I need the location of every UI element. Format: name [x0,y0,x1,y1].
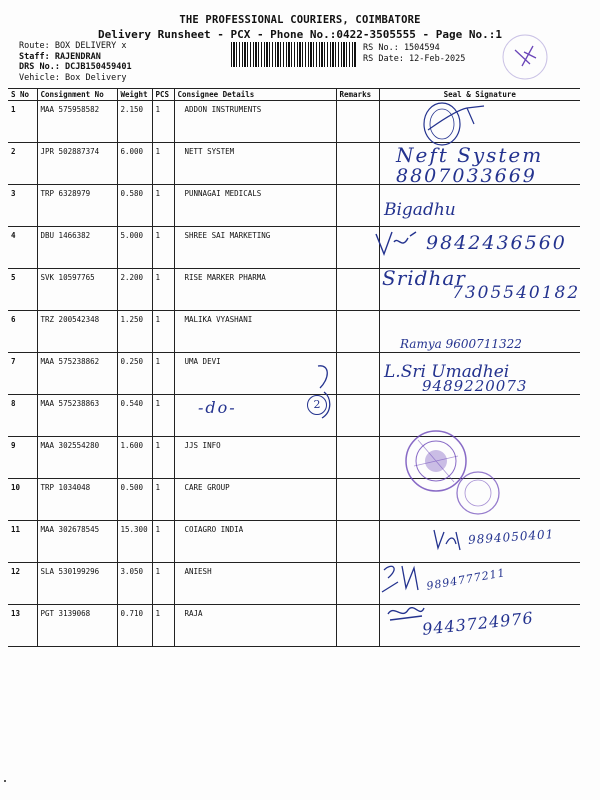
row7-name-handwritten: L.Sri Umadhei [384,362,510,382]
pcs-cell: 1 [152,311,174,353]
consignment-cell: TRZ 200542348 [37,311,117,353]
consignee-cell: ANIESH [174,563,336,605]
weight-cell: 15.300 [117,521,152,563]
consignment-cell: SLA 530199296 [37,563,117,605]
consignee-cell: UMA DEVI [174,353,336,395]
consignee-cell: PUNNAGAI MEDICALS [174,185,336,227]
consignment-cell: SVK 10597765 [37,269,117,311]
column-header: Weight [117,89,152,101]
sno-cell: 6 [8,311,37,353]
row3-signature-handwritten: Bigadhu [384,200,456,220]
consignee-cell: RISE MARKER PHARMA [174,269,336,311]
weight-cell: 0.710 [117,605,152,647]
row11-signature [430,526,470,554]
consignment-cell: TRP 6328979 [37,185,117,227]
consignee-cell: ADDON INSTRUMENTS [174,101,336,143]
table-row [8,395,580,437]
sno-cell: 13 [8,605,37,647]
row7-phone-handwritten: 9489220073 [422,377,528,395]
consignee-cell: SHREE SAI MARKETING [174,227,336,269]
column-header: Consignee Details [174,89,336,101]
remarks-cell [336,101,379,143]
weight-cell: 1.250 [117,311,152,353]
remarks-cell [336,395,379,437]
sno-cell: 11 [8,521,37,563]
row5-name-handwritten: Sridhar [382,266,466,290]
sno-cell: 10 [8,479,37,521]
pcs-cell: 1 [152,521,174,563]
table-header-row [8,89,580,101]
weight-cell: 0.500 [117,479,152,521]
pcs-cell: 1 [152,269,174,311]
pcs-cell: 1 [152,227,174,269]
sno-cell: 7 [8,353,37,395]
header-right-block [363,43,465,64]
sno-cell: 9 [8,437,37,479]
company-seal-second [448,468,518,518]
row8-ditto-handwritten: -do- [198,398,237,417]
consignee-cell: MALIKA VYASHANI [174,311,336,353]
sno-cell: 3 [8,185,37,227]
weight-cell: 3.050 [117,563,152,605]
row4-phone-handwritten: 9842436560 [426,232,567,254]
weight-cell: 0.580 [117,185,152,227]
column-header: Consignment No [37,89,117,101]
row8-circled-number: 2 [307,395,327,415]
remarks-cell [336,143,379,185]
sno-cell: 1 [8,101,37,143]
staff-text: Staff: RAJENDRAN [19,51,101,62]
pcs-cell: 1 [152,143,174,185]
pcs-cell: 1 [152,101,174,143]
remarks-cell [336,479,379,521]
row6-note-handwritten: Ramya 9600711322 [400,337,522,351]
sno-cell: 2 [8,143,37,185]
barcode [231,42,356,67]
rs-date: RS Date: 12-Feb-2025 [363,53,466,64]
consignee-cell: NETT SYSTEM [174,143,336,185]
row2-name-handwritten: Neft System [396,143,544,167]
row2-phone-handwritten: 8807033669 [396,165,537,187]
weight-cell: 2.200 [117,269,152,311]
row13-phone-handwritten: 9443724976 [421,608,535,639]
row5-phone-handwritten: 7305540182 [452,283,581,303]
pcs-cell: 1 [152,437,174,479]
row4-signature [372,228,432,258]
consignment-cell: MAA 302554280 [37,437,117,479]
consignment-cell: PGT 3139068 [37,605,117,647]
row11-phone-handwritten: 9894050401 [467,527,555,547]
weight-cell: 1.600 [117,437,152,479]
remarks-cell [336,311,379,353]
remarks-cell [336,437,379,479]
weight-cell: 0.540 [117,395,152,437]
column-header: Remarks [336,89,379,101]
consignee-cell: COIAGRO INDIA [174,521,336,563]
consignee-cell: RAJA [174,605,336,647]
consignment-cell: JPR 502887374 [37,143,117,185]
weight-cell: 2.150 [117,101,152,143]
consignment-cell: MAA 302678545 [37,521,117,563]
sno-cell: 5 [8,269,37,311]
column-header: S No [8,89,37,101]
weight-cell: 6.000 [117,143,152,185]
column-header: Seal & Signature [379,89,580,101]
rs-number: RS No.: 1504594 [363,43,440,53]
remarks-cell [336,353,379,395]
consignment-cell: TRP 1034048 [37,479,117,521]
remarks-cell [336,605,379,647]
table-row [8,101,580,143]
consignment-cell: MAA 575238863 [37,395,117,437]
pcs-cell: 1 [152,605,174,647]
weight-cell: 0.250 [117,353,152,395]
drs-number: DRS No.: DCJB150459401 [19,62,132,72]
sno-cell: 8 [8,395,37,437]
sno-cell: 12 [8,563,37,605]
column-header: PCS [152,89,174,101]
consignment-cell: MAA 575958582 [37,101,117,143]
pcs-cell: 1 [152,479,174,521]
top-corner-mark [500,32,550,82]
consignment-cell: DBU 1466382 [37,227,117,269]
row12-signature [378,560,428,596]
ditto-bracket [310,358,340,422]
pcs-cell: 1 [152,395,174,437]
pcs-cell: 1 [152,185,174,227]
scan-speck [4,780,6,782]
remarks-cell [336,521,379,563]
row1-seal [412,100,492,148]
consignee-cell: CARE GROUP [174,479,336,521]
header-left-block [19,41,132,83]
pcs-cell: 1 [152,563,174,605]
row12-phone-handwritten: 9894777211 [425,566,507,593]
vehicle-text: Vehicle: Box Delivery [19,72,127,83]
weight-cell: 5.000 [117,227,152,269]
route-text: Route: BOX DELIVERY x [19,41,127,51]
table-row [8,185,580,227]
company-title: THE PROFESSIONAL COURIERS, COIMBATORE [179,14,421,26]
remarks-cell [336,269,379,311]
sno-cell: 4 [8,227,37,269]
consignee-cell: JJS INFO [174,437,336,479]
remarks-cell [336,185,379,227]
pcs-cell: 1 [152,353,174,395]
consignment-cell: MAA 575238862 [37,353,117,395]
runsheet-subtitle: Delivery Runsheet - PCX - Phone No.:0422-3505555 - Page No.:1 [98,28,502,41]
remarks-cell [336,563,379,605]
